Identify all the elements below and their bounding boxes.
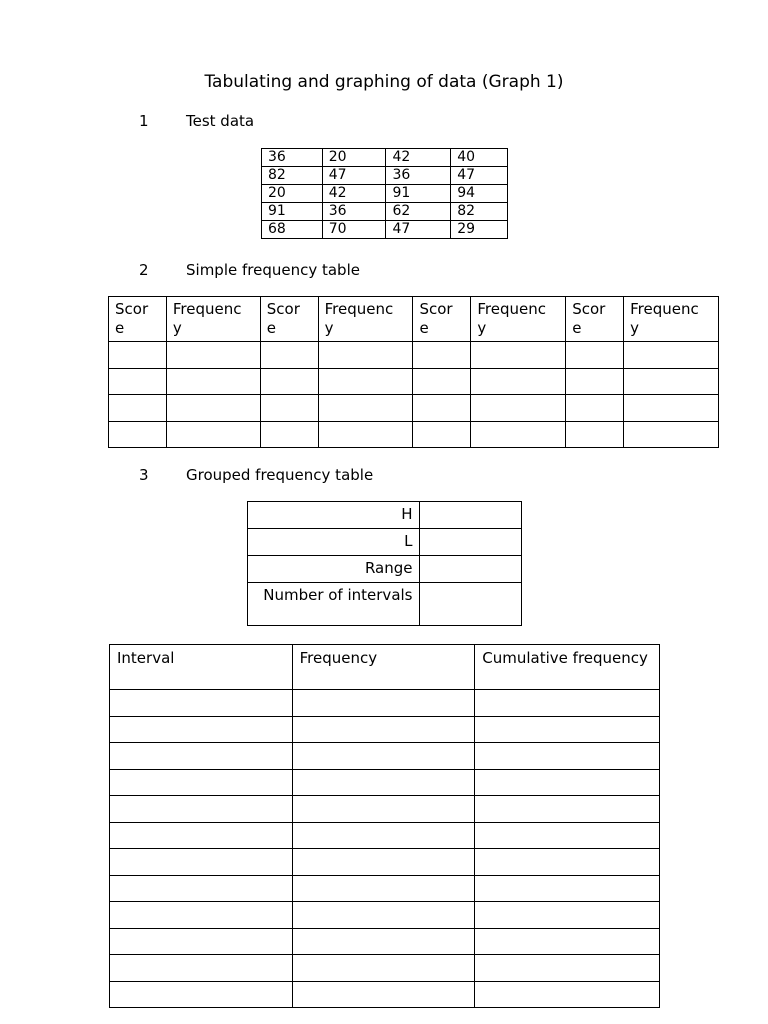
table-cell[interactable] [110,955,293,982]
section-3-title: Grouped frequency table [186,466,374,484]
table-cell[interactable] [624,395,719,422]
table-cell[interactable] [292,849,475,876]
table-row [110,822,660,849]
section-3-number: 3 [139,466,149,484]
table-cell[interactable] [475,981,660,1008]
table-cell[interactable] [110,822,293,849]
table-cell: 42 [386,149,451,167]
table-cell[interactable] [292,690,475,717]
summary-label-intervals: Number of intervals [248,583,420,626]
table-cell[interactable] [110,928,293,955]
table-cell[interactable] [110,743,293,770]
table-cell: 91 [386,185,451,203]
table-cell[interactable] [166,421,260,448]
table-cell[interactable] [413,342,471,369]
table-row [110,743,660,770]
table-cell: 36 [386,167,451,185]
summary-label-l: L [248,529,420,556]
table-cell[interactable] [566,395,624,422]
header-frequency: Frequenc y [318,297,413,342]
table-row [110,955,660,982]
header-score: Scor e [109,297,167,342]
table-cell[interactable] [413,368,471,395]
table-cell: 36 [322,203,386,221]
table-cell[interactable] [475,716,660,743]
header-score: Scor e [566,297,624,342]
table-cell[interactable] [624,368,719,395]
table-cell[interactable] [110,902,293,929]
table-row [262,221,508,239]
table-row [110,849,660,876]
table-cell[interactable] [292,769,475,796]
header-score: Scor e [413,297,471,342]
header-frequency: Frequency [292,645,475,690]
table-cell[interactable] [292,928,475,955]
table-cell[interactable] [292,955,475,982]
table-row [110,875,660,902]
table-row [110,690,660,717]
table-cell[interactable] [413,395,471,422]
table-row [110,716,660,743]
table-cell[interactable] [475,690,660,717]
table-cell[interactable] [110,981,293,1008]
table-cell: 62 [386,203,451,221]
header-score: Scor e [260,297,318,342]
table-cell[interactable] [475,955,660,982]
table-cell[interactable] [109,368,167,395]
table-cell: 82 [262,167,323,185]
table-cell: 68 [262,221,323,239]
table-row [262,149,508,167]
table-row [110,769,660,796]
test-data-table [261,148,508,239]
header-frequency: Frequenc y [624,297,719,342]
table-cell[interactable] [292,902,475,929]
grouped-frequency-table [109,644,660,1008]
summary-label-h: H [248,502,420,529]
table-cell[interactable] [109,395,167,422]
table-cell[interactable] [475,928,660,955]
table-cell[interactable] [475,769,660,796]
table-row [262,203,508,221]
table-cell: 70 [322,221,386,239]
table-cell[interactable] [624,342,719,369]
table-cell[interactable] [471,342,566,369]
table-cell[interactable] [109,421,167,448]
table-cell[interactable] [260,421,318,448]
table-cell[interactable] [292,875,475,902]
table-row [262,185,508,203]
table-cell: 82 [451,203,508,221]
table-cell: 42 [322,185,386,203]
table-cell[interactable] [318,368,413,395]
table-cell[interactable] [318,342,413,369]
section-2-number: 2 [139,261,149,279]
table-cell[interactable] [413,421,471,448]
header-cumulative-frequency: Cumulative frequency [475,645,660,690]
table-cell[interactable] [566,342,624,369]
table-cell[interactable] [166,368,260,395]
table-cell[interactable] [260,395,318,422]
table-cell: 20 [262,185,323,203]
table-cell[interactable] [318,395,413,422]
table-cell: 47 [451,167,508,185]
table-cell: 20 [322,149,386,167]
table-cell[interactable] [475,875,660,902]
table-cell[interactable] [471,395,566,422]
table-cell[interactable] [475,822,660,849]
table-cell[interactable] [318,421,413,448]
table-row [110,981,660,1008]
table-cell[interactable] [110,875,293,902]
table-cell[interactable] [110,849,293,876]
table-row [110,796,660,823]
table-cell[interactable] [475,849,660,876]
summary-value-l[interactable] [419,529,522,556]
table-cell[interactable] [260,368,318,395]
header-interval: Interval [110,645,293,690]
table-cell[interactable] [166,395,260,422]
table-cell: 94 [451,185,508,203]
table-cell[interactable] [475,796,660,823]
simple-frequency-table [108,296,719,448]
page-title: Tabulating and graphing of data (Graph 1) [204,72,564,92]
table-cell[interactable] [566,368,624,395]
table-cell[interactable] [260,342,318,369]
table-cell: 29 [451,221,508,239]
header-frequency: Frequenc y [166,297,260,342]
table-cell[interactable] [566,421,624,448]
table-cell[interactable] [292,981,475,1008]
table-cell[interactable] [292,743,475,770]
table-cell: 40 [451,149,508,167]
summary-value-intervals[interactable] [419,583,522,626]
table-cell[interactable] [110,690,293,717]
summary-label-range: Range [248,556,420,583]
summary-value-range[interactable] [419,556,522,583]
table-cell[interactable] [110,796,293,823]
table-row [110,902,660,929]
table-cell[interactable] [292,822,475,849]
table-cell: 47 [386,221,451,239]
table-cell[interactable] [110,769,293,796]
table-row [262,167,508,185]
table-cell[interactable] [292,796,475,823]
table-cell: 91 [262,203,323,221]
table-cell: 47 [322,167,386,185]
section-1-title: Test data [186,112,255,130]
table-cell[interactable] [475,902,660,929]
table-cell[interactable] [166,342,260,369]
range-summary-table [247,501,522,626]
table-cell: 36 [262,149,323,167]
table-cell[interactable] [110,716,293,743]
section-1-number: 1 [139,112,149,130]
table-row [110,928,660,955]
summary-value-h[interactable] [419,502,522,529]
table-cell[interactable] [471,368,566,395]
table-cell[interactable] [292,716,475,743]
header-frequency: Frequenc y [471,297,566,342]
table-cell[interactable] [471,421,566,448]
table-cell[interactable] [624,421,719,448]
section-2-title: Simple frequency table [186,261,360,279]
table-cell[interactable] [475,743,660,770]
table-cell[interactable] [109,342,167,369]
